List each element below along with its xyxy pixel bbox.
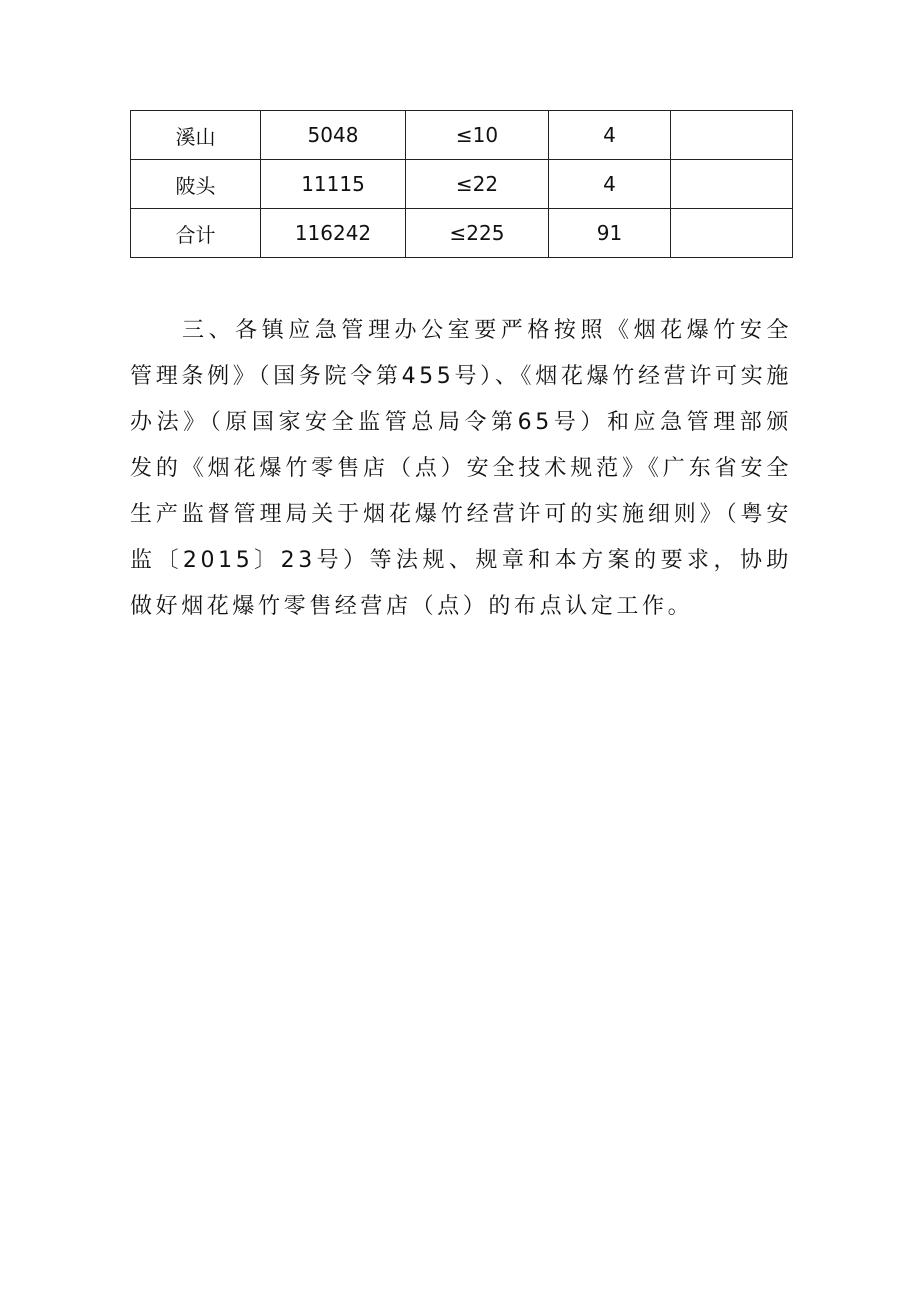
body-paragraph: 三、各镇应急管理办公室要严格按照《烟花爆竹安全管理条例》（国务院令第455号）、《烟花爆竹经营许可实施办法》（原国家安全监管总局令第65号）和应急管理部颁发的《烟花爆竹零售店（点）安全技术规范》《广东省安全生产监督管理局关于烟花爆竹经营许可的实施细则》（粤安监〔2015〕23号）等法规、规章和本方案的要求，协助做好烟花爆竹零售经营店（点）的布点认定工作。	[130, 318, 792, 619]
remark-cell	[671, 111, 793, 160]
total-count-cell: 91	[549, 209, 671, 258]
quota-table	[130, 110, 793, 258]
remark-cell	[671, 209, 793, 258]
table-row	[131, 160, 793, 209]
population-cell: 11115	[261, 160, 406, 209]
count-cell: 4	[549, 111, 671, 160]
town-name-cell: 溪山	[131, 111, 261, 160]
table-row-total	[131, 209, 793, 258]
remark-cell	[671, 160, 793, 209]
limit-cell: ≤10	[406, 111, 549, 160]
limit-cell: ≤22	[406, 160, 549, 209]
table-row	[131, 111, 793, 160]
total-population-cell: 116242	[261, 209, 406, 258]
total-limit-cell: ≤225	[406, 209, 549, 258]
town-name-cell: 陂头	[131, 160, 261, 209]
count-cell: 4	[549, 160, 671, 209]
population-cell: 5048	[261, 111, 406, 160]
total-label-cell: 合计	[131, 209, 261, 258]
